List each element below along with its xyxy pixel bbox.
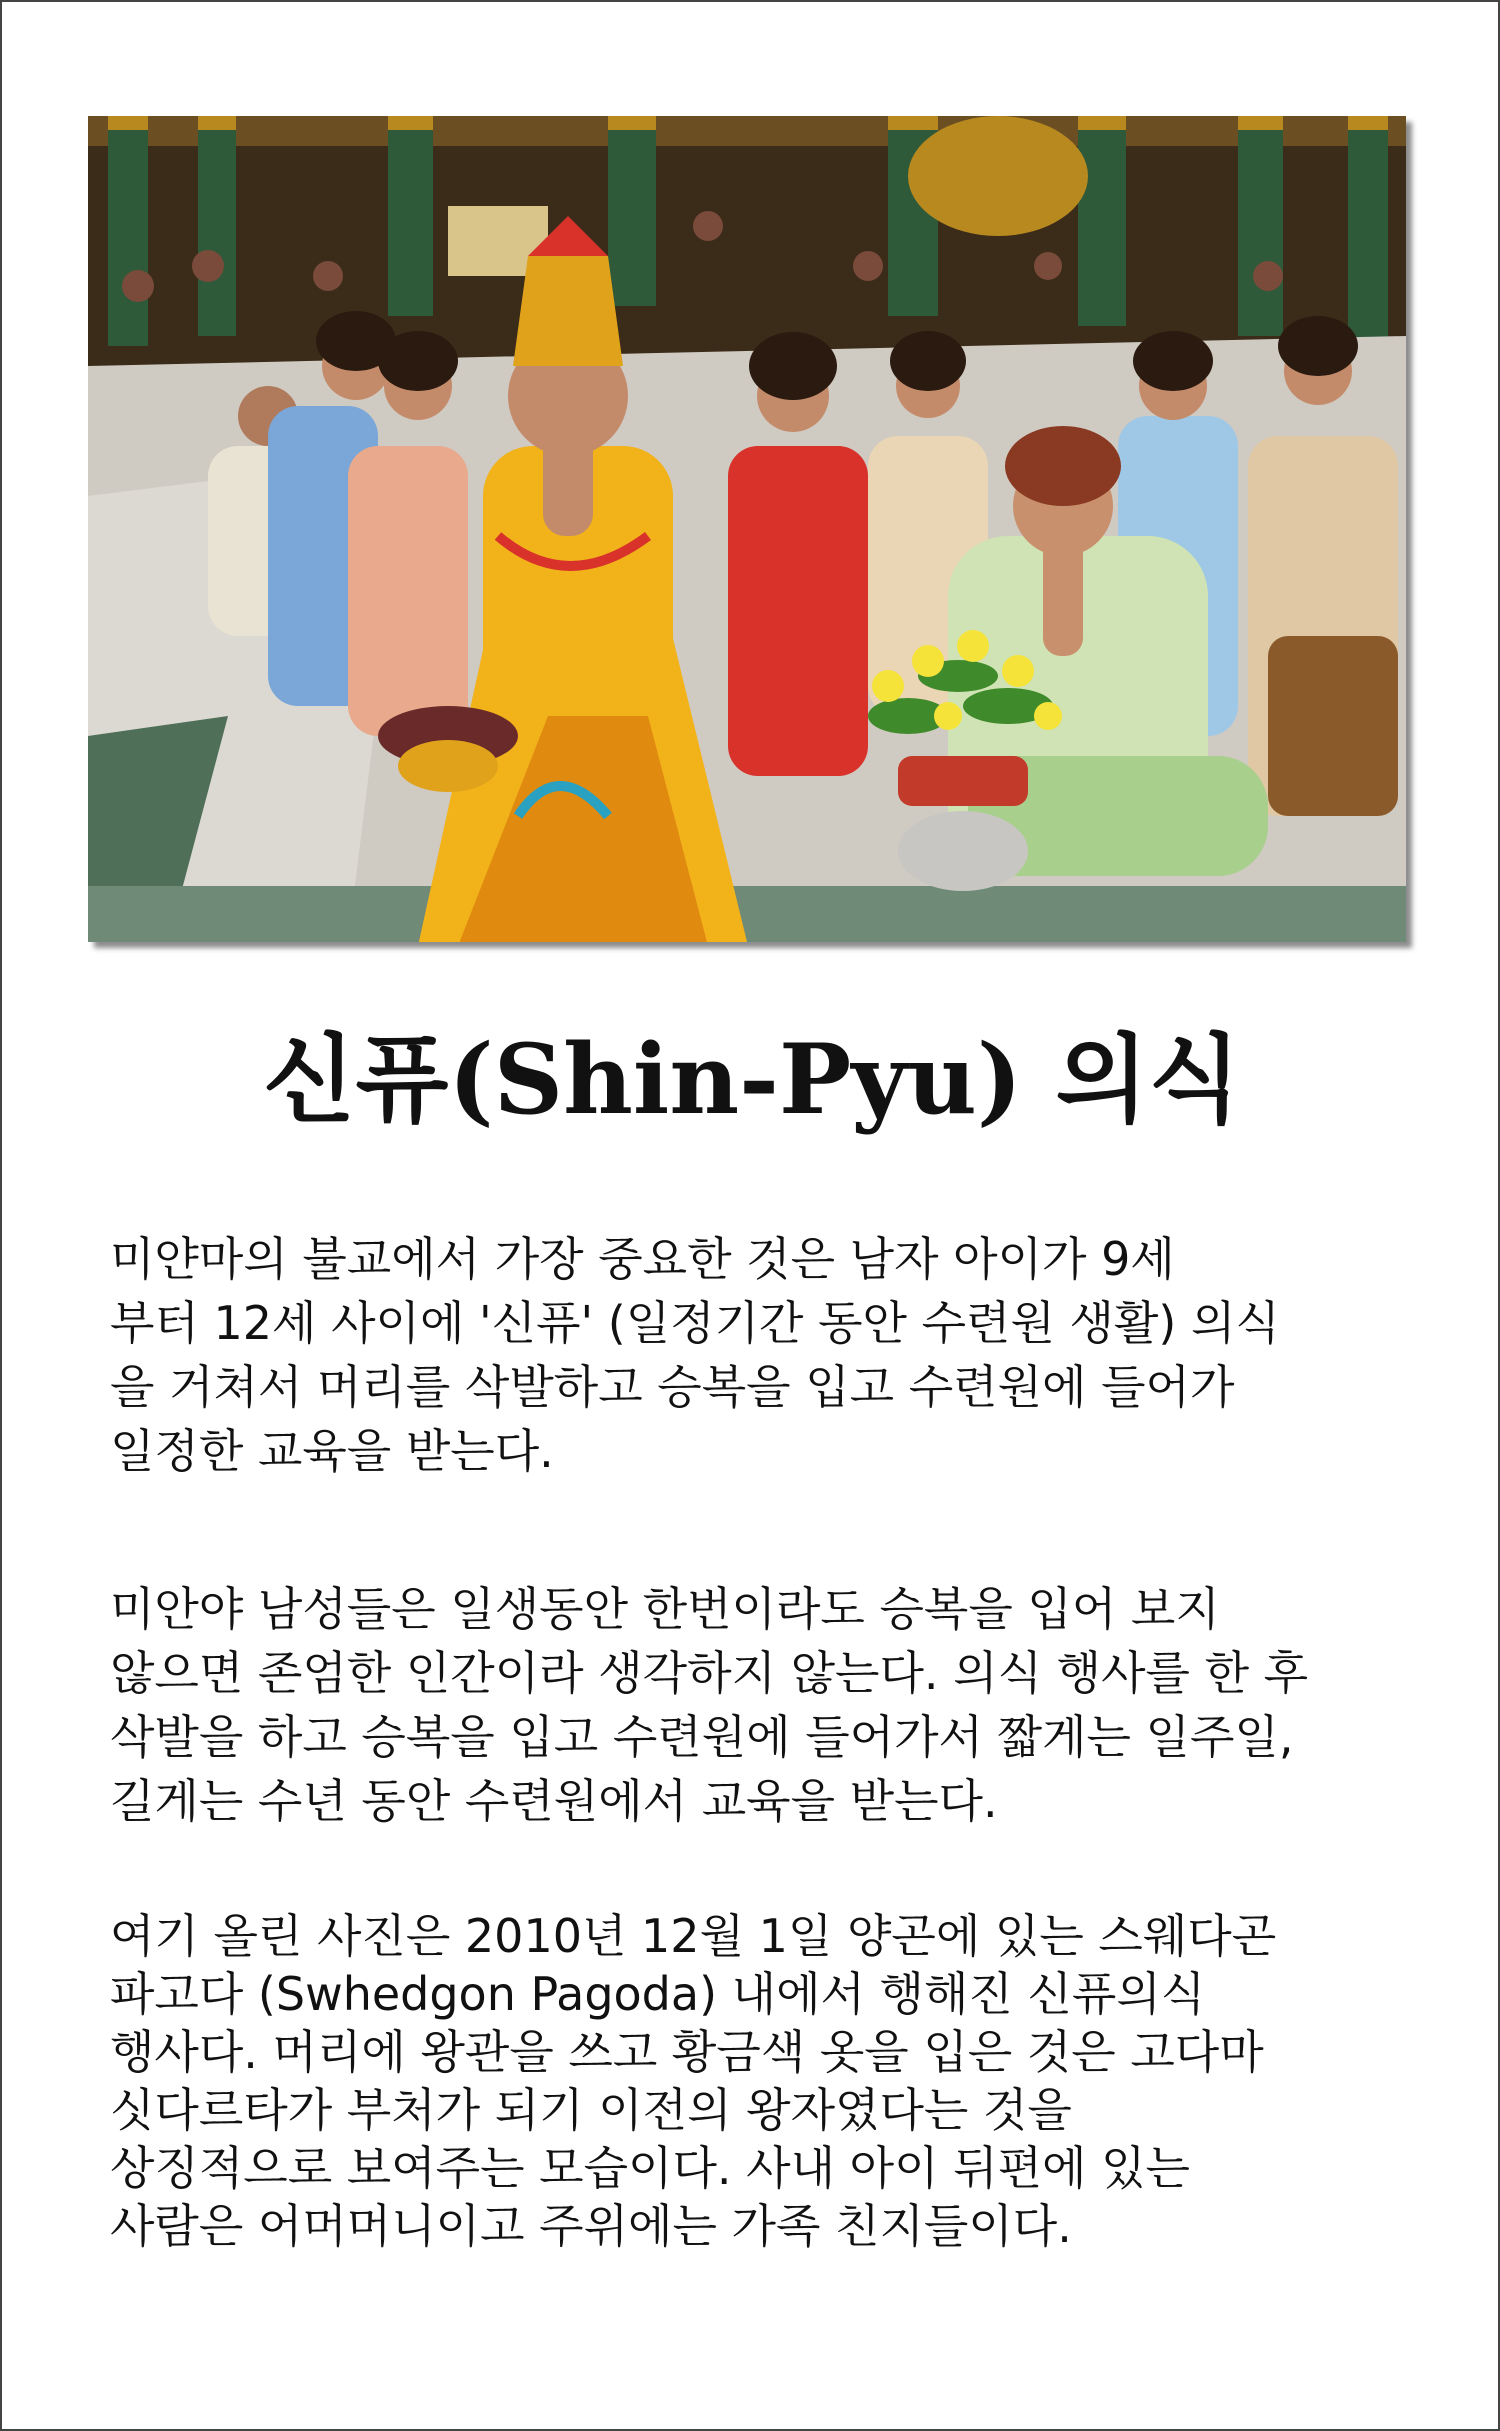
paragraph-line: 싯다르타가 부처가 되기 이전의 왕자였다는 것을 bbox=[110, 2083, 1072, 2137]
paragraph-line: 행사다. 머리에 왕관을 쓰고 황금색 옷을 입은 것은 고다마 bbox=[110, 2025, 1264, 2079]
paragraph-tradition bbox=[110, 1577, 1410, 1833]
paragraph-line: 미얀마의 불교에서 가장 중요한 것은 남자 아이가 9세 bbox=[110, 1232, 1175, 1286]
paragraph-line: 여기 올린 사진은 2010년 12월 1일 양곤에 있는 스웨다곤 bbox=[110, 1909, 1277, 1963]
paragraph-line: 파고다 (Swhedgon Pagoda) 내에서 행해진 신퓨의식 bbox=[110, 1967, 1206, 2021]
paragraph-line: 사람은 어머머니이고 주위에는 가족 친지들이다. bbox=[110, 2199, 1072, 2253]
paragraph-line: 미안야 남성들은 일생동안 한번이라도 승복을 입어 보지 bbox=[110, 1582, 1220, 1636]
ceremony-photo-illustration bbox=[88, 116, 1406, 942]
paragraph-line: 상징적으로 보여주는 모습이다. 사내 아이 뒤편에 있는 bbox=[110, 2141, 1190, 2195]
paragraph-line: 부터 12세 사이에 '신퓨' (일정기간 동안 수련원 생활) 의식 bbox=[110, 1296, 1280, 1350]
paragraph-line: 을 거쳐서 머리를 삭발하고 승복을 입고 수련원에 들어가 bbox=[110, 1360, 1235, 1414]
paragraph-line: 일정한 교육을 받는다. bbox=[110, 1424, 554, 1478]
paragraph-line: 삭발을 하고 승복을 입고 수련원에 들어가서 짧게는 일주일, bbox=[110, 1710, 1294, 1764]
page-title: 신퓨(Shin-Pyu) 의식 bbox=[262, 1023, 1242, 1136]
paragraph-photo-caption bbox=[110, 1907, 1410, 2255]
paragraph-line: 길게는 수년 동안 수련원에서 교육을 받는다. bbox=[110, 1774, 998, 1828]
paragraph-intro bbox=[110, 1227, 1410, 1483]
paragraph-line: 않으면 존엄한 인간이라 생각하지 않는다. 의식 행사를 한 후 bbox=[110, 1646, 1309, 1700]
ceremony-photo bbox=[88, 116, 1406, 942]
